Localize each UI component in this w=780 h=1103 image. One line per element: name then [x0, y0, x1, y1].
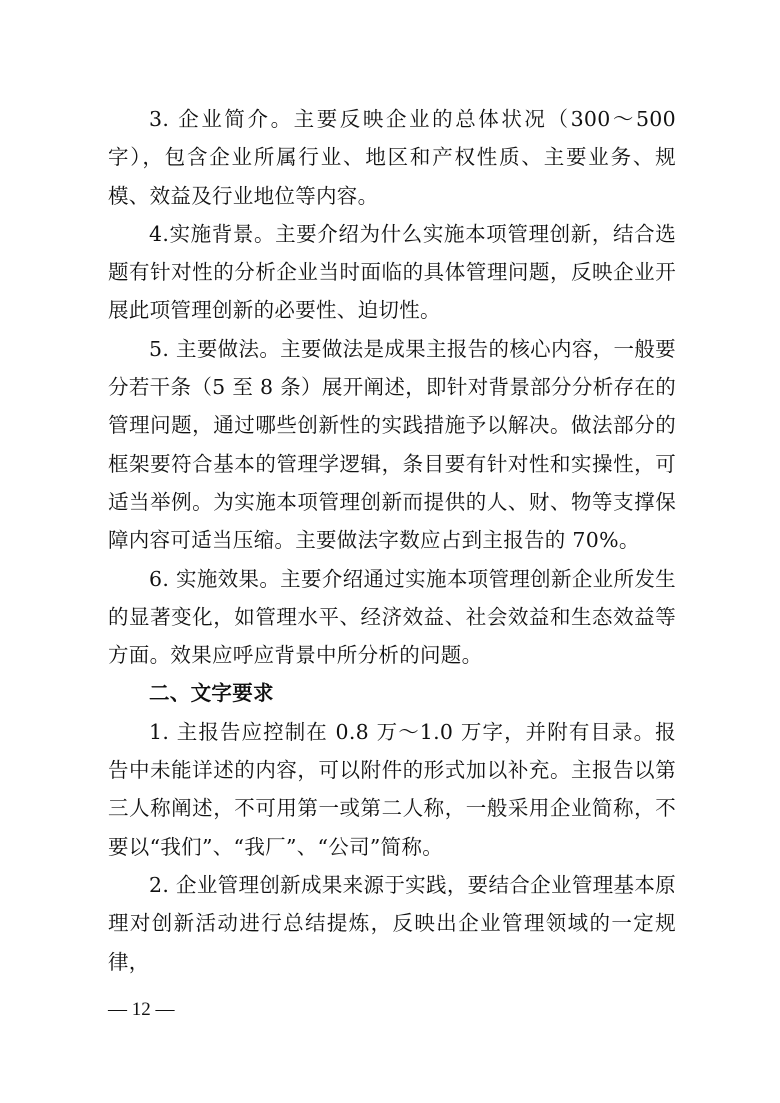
paragraph-company-profile: 3. 企业简介。主要反映企业的总体状况（300～500 字），包含企业所属行业、地区和产权性质、主要业务、规模、效益及行业地位等内容。 — [108, 107, 676, 208]
paragraph-implementation-background: 4.实施背景。主要介绍为什么实施本项管理创新，结合选题有针对性的分析企业当时面临的具体管理问题，反映企业开展此项管理创新的必要性、迫切性。 — [108, 221, 676, 323]
document-body — [108, 100, 676, 981]
paragraph-main-practices: 5. 主要做法。主要做法是成果主报告的核心内容，一般要分若干条（5 至 8 条）展开阐述，即针对背景部分分析存在的管理问题，通过哪些创新性的实践措施予以解决。做法部分的框架要符合基本的管理学逻辑，条目要有针对性和实操性，可适当举例。为实施本项管理创新而提供的人、财、物等支撑保障内容可适当压缩。主要做法字数应占到主报告的 70%。 — [108, 336, 676, 553]
page-number: — 12 — — [108, 999, 175, 1020]
paragraph-implementation-effects: 6. 实施效果。主要介绍通过实施本项管理创新企业所发生的显著变化，如管理水平、经济效益、社会效益和生态效益等方面。效果应呼应背景中所分析的问题。 — [108, 566, 676, 668]
paragraph-practice-source: 2. 企业管理创新成果来源于实践，要结合企业管理基本原理对创新活动进行总结提炼，反映出企业管理领域的一定规律， — [108, 872, 676, 974]
paragraph-report-length: 1. 主报告应控制在 0.8 万～1.0 万字，并附有目录。报告中未能详述的内容，可以附件的形式加以补充。主报告以第三人称阐述，不可用第一或第二人称，一般采用企业简称，不要以“我们”、“我厂”、“公司”简称。 — [108, 719, 676, 859]
section-heading-text-requirements: 二、文字要求 — [149, 681, 274, 706]
